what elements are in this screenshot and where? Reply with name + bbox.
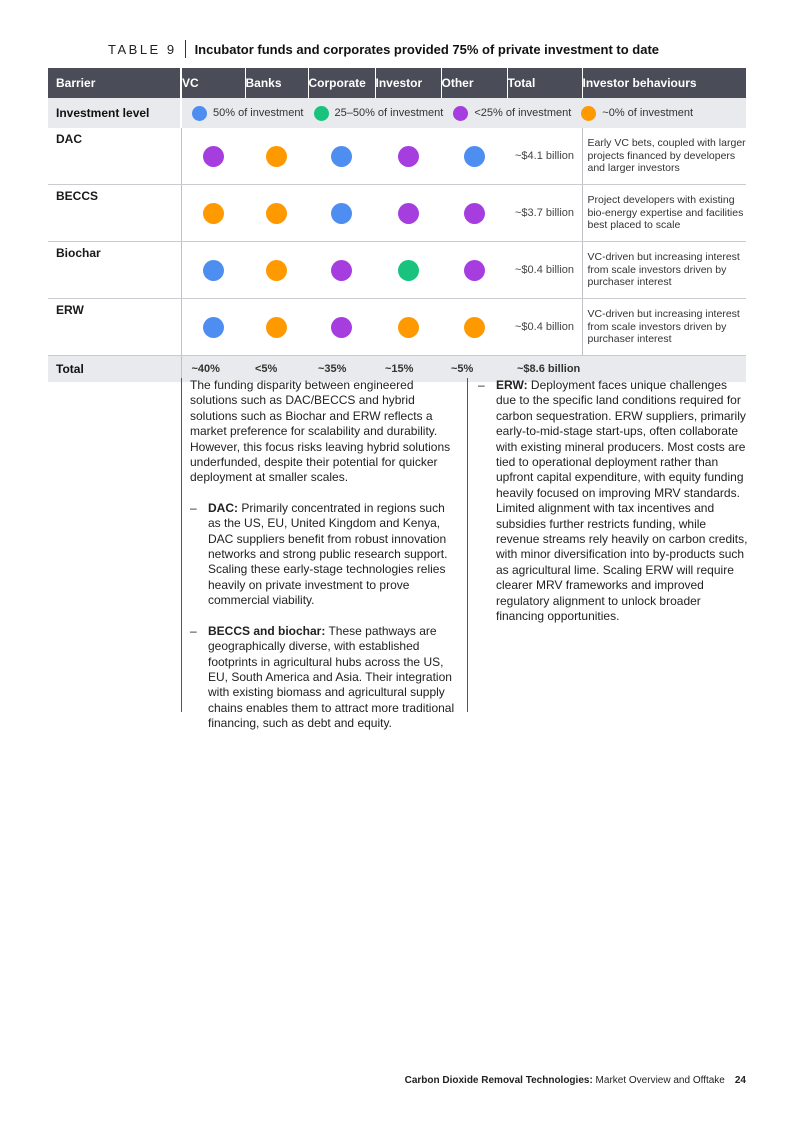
col-header-vc: VC <box>181 68 245 98</box>
blue-dot-icon <box>203 260 224 281</box>
bullet-beccs-biochar <box>190 624 460 732</box>
purple-dot-icon <box>331 260 352 281</box>
blue-dot-icon <box>331 146 352 167</box>
row-total: ~$3.7 billion <box>507 185 582 242</box>
purple-dot-icon <box>398 203 419 224</box>
col-header-banks: Banks <box>245 68 308 98</box>
orange-dot-icon <box>266 203 287 224</box>
legend-label: 25–50% of investment <box>334 107 444 119</box>
legend-label: <25% of investment <box>474 107 572 119</box>
cell-investor <box>375 185 441 242</box>
bullet-term: DAC: <box>208 500 238 515</box>
cell-other <box>441 242 507 299</box>
row-total: ~$4.1 billion <box>507 128 582 185</box>
row-label: DAC <box>48 128 181 185</box>
table-number: TABLE 9 <box>108 41 177 57</box>
bullet-text: These pathways are geographically diverse, with established footprints in agricultural hubs across the US, EU, South America and Asia. Their integration with existing biomass and agricultural supply chains enables them to attract more traditional financing, such as debt and equity. <box>208 623 455 731</box>
cell-corporate <box>308 242 375 299</box>
bullet-dash: – <box>478 378 485 392</box>
purple-dot-icon <box>453 106 468 121</box>
total-row-label: Total <box>48 356 181 383</box>
orange-dot-icon <box>581 106 596 121</box>
column-divider-left <box>181 378 182 712</box>
investment-table <box>48 68 746 382</box>
bullet-text: Primarily concentrated in regions such as the US, EU, United Kingdom and Kenya, DAC suppliers benefit from robust innovation networks and strong public research support. Scaling these early-stage technologies relies heavily on private investment to prove commercial viability. <box>208 500 448 608</box>
blue-dot-icon <box>331 203 352 224</box>
legend-item-blue <box>192 106 304 121</box>
footer-report-title: Carbon Dioxide Removal Technologies: <box>404 1075 593 1086</box>
green-dot-icon <box>314 106 329 121</box>
total-investor: ~15% <box>375 356 441 383</box>
legend-item-green <box>314 106 444 121</box>
total-vc: ~40% <box>181 356 245 383</box>
blue-dot-icon <box>203 317 224 338</box>
table-row <box>48 242 746 299</box>
col-header-investor: Investor <box>375 68 441 98</box>
table-title: Incubator funds and corporates provided 75% of private investment to date <box>194 41 660 57</box>
legend-label: 50% of investment <box>213 107 304 119</box>
bullet-dash: – <box>190 500 197 515</box>
cell-vc <box>181 242 245 299</box>
cell-banks <box>245 242 308 299</box>
table-heading <box>108 40 659 58</box>
row-total: ~$0.4 billion <box>507 242 582 299</box>
cell-corporate <box>308 185 375 242</box>
col-header-other: Other <box>441 68 507 98</box>
legend-item-orange <box>581 106 693 121</box>
row-investor-behaviour: Project developers with existing bio-energy expertise and facilities best placed to scale <box>582 185 746 242</box>
purple-dot-icon <box>464 203 485 224</box>
row-investor-behaviour: Early VC bets, coupled with larger projects financed by developers and larger investors <box>582 128 746 185</box>
legend <box>181 98 746 128</box>
total-corporate: ~35% <box>308 356 375 383</box>
row-label: Biochar <box>48 242 181 299</box>
table-row <box>48 128 746 185</box>
green-dot-icon <box>398 260 419 281</box>
bullet-term: ERW: <box>496 378 528 392</box>
blue-dot-icon <box>464 146 485 167</box>
cell-other <box>441 299 507 356</box>
purple-dot-icon <box>331 317 352 338</box>
investment-level-row <box>48 98 746 128</box>
total-banks: <5% <box>245 356 308 383</box>
investment-level-label: Investment level <box>48 98 181 128</box>
cell-investor <box>375 299 441 356</box>
page-number: 24 <box>734 1075 746 1086</box>
bullet-text: Deployment faces unique challenges due to the specific land conditions required for carbon sequestration. ERW suppliers, primarily early-to-mid-stage start-ups, often collaborate with existing mineral producers. Most costs are tied to operational deployment rather than upfront capital expenditure, with equity funding heavily focused on improving MRV standards. Limited alignment with tax incentives and subsidies further restricts funding, while revenue streams rely heavily on carbon credits, with minor diversification into by-products such as agricultural lime. Scaling ERW will require clearer MRV frameworks and improved regulatory alignment to unlock broader financing opportunities. <box>496 378 748 624</box>
orange-dot-icon <box>203 203 224 224</box>
bullet-dash: – <box>190 623 197 638</box>
cell-corporate <box>308 299 375 356</box>
cell-other <box>441 128 507 185</box>
purple-dot-icon <box>398 146 419 167</box>
cell-investor <box>375 242 441 299</box>
col-header-investor-behaviours: Investor behaviours <box>582 68 746 98</box>
table-header-row <box>48 68 746 98</box>
body-column-left <box>190 378 460 732</box>
legend-label: ~0% of investment <box>602 107 694 119</box>
title-separator <box>185 40 186 58</box>
col-header-corporate: Corporate <box>308 68 375 98</box>
cell-vc <box>181 128 245 185</box>
legend-item-purple <box>453 106 571 121</box>
orange-dot-icon <box>266 146 287 167</box>
orange-dot-icon <box>266 260 287 281</box>
total-sum: ~$8.6 billion <box>507 356 582 383</box>
table-row <box>48 299 746 356</box>
row-label: BECCS <box>48 185 181 242</box>
purple-dot-icon <box>464 260 485 281</box>
orange-dot-icon <box>398 317 419 338</box>
row-total: ~$0.4 billion <box>507 299 582 356</box>
intro-paragraph: The funding disparity between engineered solutions such as DAC/BECCS and hybrid solutions such as Biochar and ERW reflects a market preference for scalability and durability. However, this focus risks leaving hybrid solutions underfunded, despite their potential for quicker deployment at smaller scales. <box>190 378 451 485</box>
cell-vc <box>181 299 245 356</box>
blue-dot-icon <box>192 106 207 121</box>
bullet-dac <box>190 501 460 609</box>
body-column-right <box>478 378 750 625</box>
footer-report-subtitle: Market Overview and Offtake <box>592 1075 725 1086</box>
cell-corporate <box>308 128 375 185</box>
column-divider-right <box>467 378 468 712</box>
bullet-erw <box>478 378 750 625</box>
table-row <box>48 185 746 242</box>
orange-dot-icon <box>464 317 485 338</box>
col-header-barrier: Barrier <box>48 68 181 98</box>
bullet-term: BECCS and biochar: <box>208 623 326 638</box>
cell-vc <box>181 185 245 242</box>
total-other: ~5% <box>441 356 507 383</box>
row-label: ERW <box>48 299 181 356</box>
cell-investor <box>375 128 441 185</box>
cell-banks <box>245 185 308 242</box>
cell-other <box>441 185 507 242</box>
cell-banks <box>245 299 308 356</box>
purple-dot-icon <box>203 146 224 167</box>
orange-dot-icon <box>266 317 287 338</box>
row-investor-behaviour: VC-driven but increasing interest from scale investors driven by purchaser interest <box>582 299 746 356</box>
cell-banks <box>245 128 308 185</box>
col-header-total: Total <box>507 68 582 98</box>
page-footer <box>405 1075 746 1086</box>
row-investor-behaviour: VC-driven but increasing interest from scale investors driven by purchaser interest <box>582 242 746 299</box>
